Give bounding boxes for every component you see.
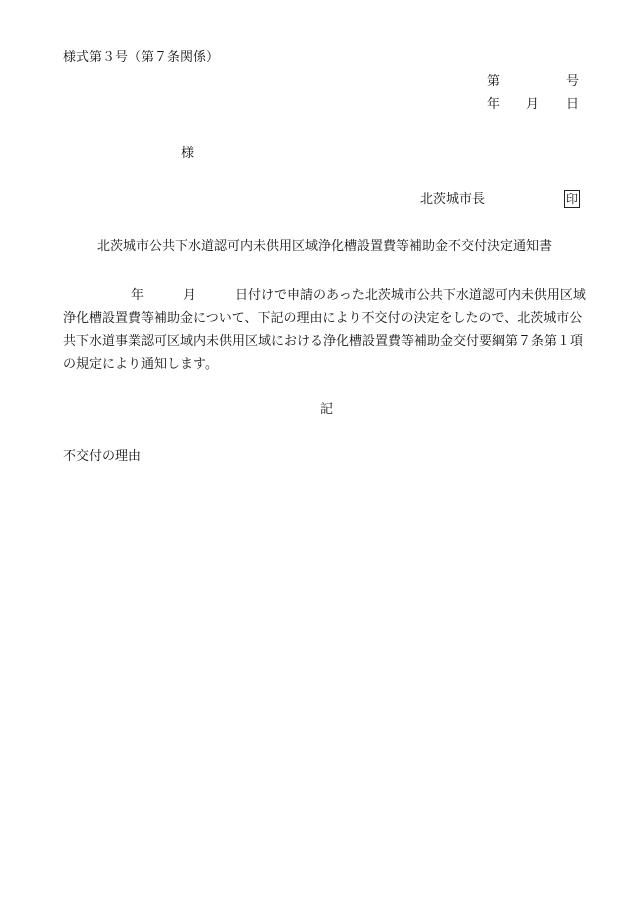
body-line-1	[63, 284, 595, 307]
body-line-4: の規定により通知します。	[63, 357, 218, 372]
date-month: 月	[526, 97, 540, 112]
ki-heading: 記	[320, 402, 334, 417]
body-line-3: 共下水道事業認可区域内未供用区域における浄化槽設置費等補助金交付要綱第７条第１項	[63, 334, 584, 349]
date-year: 年	[487, 97, 501, 112]
body-month: 月	[183, 288, 197, 303]
body-paragraph	[63, 284, 595, 376]
body-year: 年	[131, 288, 145, 303]
issuer-title: 北茨城市長	[420, 192, 486, 207]
reason-label: 不交付の理由	[63, 449, 142, 464]
body-line-1-text: 日付けで申請のあった北茨城市公共下水道認可内未供用区域	[235, 288, 586, 303]
document-title: 北茨城市公共下水道認可内未供用区域浄化槽設置費等補助金不交付決定通知書	[97, 239, 553, 254]
form-number: 様式第３号（第７条関係）	[63, 50, 220, 65]
number-suffix: 号	[565, 74, 579, 89]
seal-mark: 印	[565, 192, 578, 206]
addressee-honorific: 様	[181, 146, 195, 161]
date-day: 日	[565, 97, 579, 112]
number-prefix: 第	[487, 74, 501, 89]
body-line-2: 浄化槽設置費等補助金について、下記の理由により不交付の決定をしたので、北茨城市公	[63, 311, 583, 326]
